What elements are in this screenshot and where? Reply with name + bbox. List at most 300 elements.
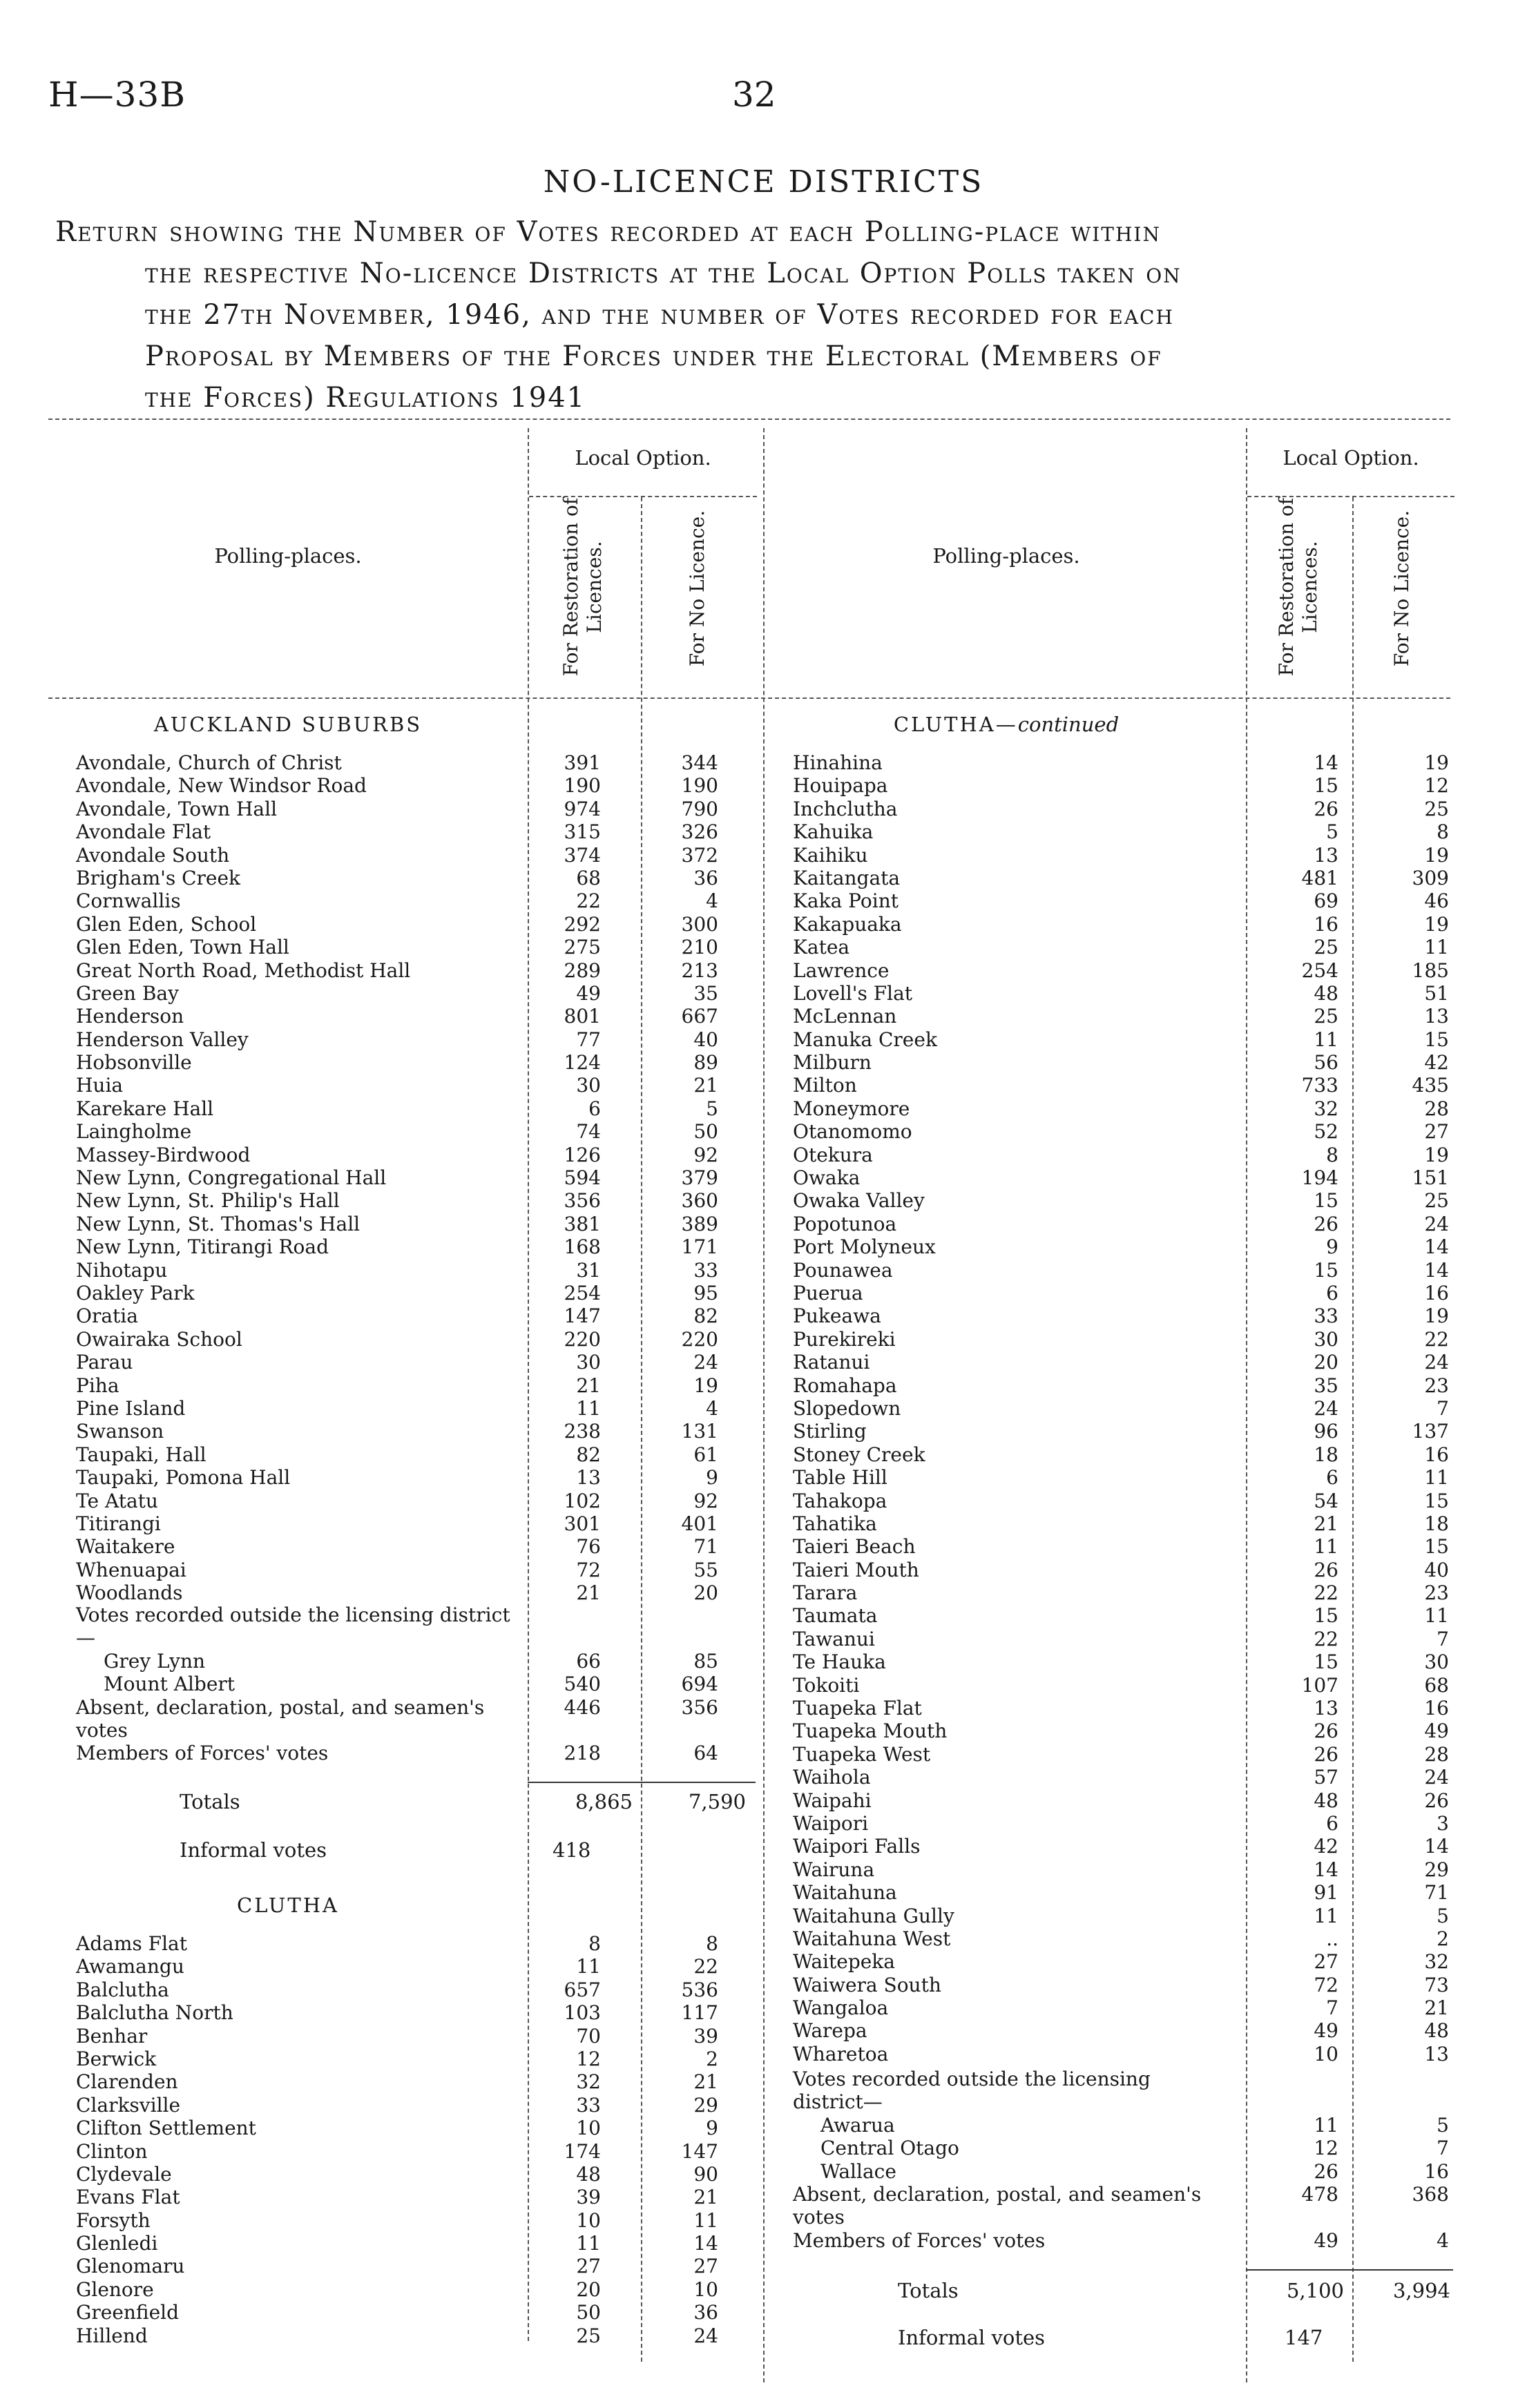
restoration-votes: 381 bbox=[564, 1212, 601, 1235]
no-licence-votes: 42 bbox=[1424, 1051, 1449, 1075]
polling-place-name: Forsyth bbox=[76, 2208, 151, 2232]
no-licence-votes: 11 bbox=[1424, 1604, 1449, 1628]
no-licence-votes: 14 bbox=[1424, 1235, 1449, 1259]
restoration-votes: 11 bbox=[1314, 1904, 1338, 1927]
no-licence-votes: 23 bbox=[1424, 1374, 1449, 1397]
polling-place-name: Romahapa bbox=[793, 1374, 897, 1397]
restoration-votes: 14 bbox=[1314, 751, 1338, 774]
restoration-votes: 21 bbox=[576, 1581, 601, 1605]
polling-place-name: Tahatika bbox=[793, 1512, 877, 1535]
no-licence-votes: 14 bbox=[693, 2232, 718, 2255]
table-row bbox=[76, 959, 760, 982]
table-row bbox=[76, 2324, 760, 2347]
no-licence-votes: 27 bbox=[1424, 1120, 1449, 1144]
no-licence-votes: 82 bbox=[693, 1304, 718, 1328]
restoration-votes: 33 bbox=[1314, 1304, 1338, 1328]
clutha-rows-right bbox=[793, 751, 1456, 2065]
no-licence-votes: 368 bbox=[1412, 2182, 1449, 2206]
clutha-totals-no-licence: 3,994 bbox=[1392, 2279, 1450, 2302]
subtitle-line: Proposal by Members of the Forces under the Electoral (Members of bbox=[145, 340, 1162, 372]
no-licence-votes: 667 bbox=[681, 1005, 718, 1028]
polling-place-name: Woodlands bbox=[76, 1581, 183, 1605]
no-licence-votes: 11 bbox=[693, 2208, 718, 2232]
restoration-votes: 238 bbox=[564, 1420, 601, 1443]
polling-place-name: Houipapa bbox=[793, 774, 888, 798]
table-row bbox=[793, 913, 1456, 936]
table-row bbox=[793, 1535, 1456, 1558]
restoration-votes: 446 bbox=[564, 1695, 601, 1719]
polling-place-name: Clarksville bbox=[76, 2093, 181, 2117]
no-licence-votes: 35 bbox=[693, 981, 718, 1005]
restoration-votes: 31 bbox=[576, 1258, 601, 1282]
no-licence-votes: 16 bbox=[1424, 1281, 1449, 1304]
restoration-votes: 5 bbox=[1326, 820, 1338, 844]
no-licence-votes: 73 bbox=[1424, 1973, 1449, 1996]
restoration-votes: 254 bbox=[1301, 959, 1338, 982]
table-row bbox=[76, 1028, 760, 1051]
polling-place-name: Stoney Creek bbox=[793, 1443, 925, 1466]
polling-place-name: Great North Road, Methodist Hall bbox=[76, 959, 411, 982]
no-licence-votes: 694 bbox=[681, 1673, 718, 1696]
table-row bbox=[793, 982, 1456, 1005]
restoration-votes: 30 bbox=[576, 1351, 601, 1374]
polling-place-name: Clinton bbox=[76, 2139, 148, 2163]
no-licence-votes: 15 bbox=[1424, 1535, 1449, 1559]
auckland-suburbs-heading: AUCKLAND SUBURBS bbox=[153, 713, 423, 736]
no-licence-votes: 24 bbox=[693, 1351, 718, 1374]
table-row bbox=[793, 844, 1456, 867]
no-licence-votes: 137 bbox=[1412, 1420, 1449, 1443]
no-licence-votes: 64 bbox=[693, 1742, 718, 1765]
polling-place-name: Glenore bbox=[76, 2277, 154, 2301]
no-licence-votes: 3 bbox=[1437, 1811, 1449, 1835]
restoration-votes: 54 bbox=[1314, 1489, 1338, 1512]
table-row bbox=[793, 1120, 1456, 1143]
polling-place-name: Nihotapu bbox=[76, 1258, 168, 1282]
polling-place-name: Taieri Mouth bbox=[793, 1558, 919, 1581]
table-row bbox=[793, 936, 1456, 959]
no-licence-votes: 48 bbox=[1424, 2019, 1449, 2043]
restoration-votes: 102 bbox=[564, 1489, 601, 1512]
no-licence-votes: 24 bbox=[1424, 1351, 1449, 1374]
document-reference: H—33B bbox=[48, 75, 186, 115]
no-licence-votes: 23 bbox=[1424, 1581, 1449, 1605]
table-row bbox=[76, 1420, 760, 1443]
no-licence-votes: 131 bbox=[681, 1420, 718, 1443]
outside-district-heading-label: Votes recorded outside the licensing district— bbox=[76, 1603, 510, 1650]
no-licence-votes: 536 bbox=[681, 1978, 718, 2001]
table-row bbox=[793, 1835, 1456, 1858]
table-row bbox=[793, 1881, 1456, 1904]
table-row bbox=[793, 1351, 1456, 1374]
restoration-votes: 107 bbox=[1301, 1673, 1338, 1697]
table-row bbox=[76, 1443, 760, 1466]
no-licence-votes: 68 bbox=[1424, 1673, 1449, 1697]
restoration-votes: 48 bbox=[1314, 1789, 1338, 1812]
auckland-informal-label: Informal votes bbox=[180, 1838, 327, 1862]
restoration-votes: 69 bbox=[1314, 889, 1338, 913]
no-licence-votes: 213 bbox=[681, 959, 718, 982]
restoration-votes: 50 bbox=[576, 2301, 601, 2324]
subtitle-line: the 27th November, 1946, and the number of Votes recorded for each bbox=[145, 299, 1174, 331]
table-row bbox=[793, 1905, 1456, 1927]
polling-place-name: Piha bbox=[76, 1374, 119, 1397]
no-licence-votes: 92 bbox=[693, 1489, 718, 1512]
polling-place-name: Whenuapai bbox=[76, 1558, 186, 1581]
auckland-rows bbox=[76, 751, 760, 1604]
restoration-votes: 14 bbox=[1314, 1858, 1338, 1881]
restoration-votes: 801 bbox=[564, 1005, 601, 1028]
polling-place-name: Waitahuna Gully bbox=[793, 1904, 954, 1927]
no-licence-votes: 19 bbox=[1424, 751, 1449, 774]
table-row bbox=[76, 1144, 760, 1166]
no-licence-votes: 19 bbox=[1424, 1143, 1449, 1166]
no-licence-votes: 171 bbox=[681, 1235, 718, 1259]
polling-place-name: Taieri Beach bbox=[793, 1535, 916, 1559]
clutha-informal-value: 147 bbox=[1285, 2326, 1323, 2349]
no-licence-votes: 19 bbox=[1424, 912, 1449, 936]
polling-place-name: Glenomaru bbox=[76, 2255, 185, 2278]
clutha-extra-rows bbox=[793, 2068, 1456, 2252]
no-licence-votes: 14 bbox=[1424, 1835, 1449, 1858]
polling-place-name: Kahuika bbox=[793, 820, 874, 844]
no-licence-votes: 36 bbox=[693, 866, 718, 889]
table-row bbox=[76, 936, 760, 959]
polling-place-name: Brigham's Creek bbox=[76, 866, 240, 889]
outside-district-heading-label: Votes recorded outside the licensing district— bbox=[793, 2068, 1151, 2114]
restoration-votes: 292 bbox=[564, 912, 601, 936]
no-licence-votes: 33 bbox=[693, 1258, 718, 1282]
no-licence-votes: 7 bbox=[1437, 1396, 1449, 1420]
table-row bbox=[76, 2048, 760, 2070]
polling-place-name: Titirangi bbox=[76, 1512, 161, 1535]
auckland-informal-value: 418 bbox=[553, 1838, 591, 1862]
no-licence-votes: 12 bbox=[1424, 774, 1449, 798]
restoration-votes: 12 bbox=[1314, 2137, 1338, 2160]
polling-place-name: Henderson Valley bbox=[76, 1028, 249, 1051]
table-row bbox=[793, 1466, 1456, 1489]
header-bottom-rule bbox=[48, 697, 1450, 699]
table-row bbox=[793, 1512, 1456, 1535]
table-row bbox=[793, 2114, 1456, 2137]
restoration-votes: 56 bbox=[1314, 1051, 1338, 1075]
table-row bbox=[76, 774, 760, 797]
no-licence-votes: 71 bbox=[693, 1535, 718, 1559]
polling-place-name: Tuapeka West bbox=[793, 1742, 931, 1766]
page-subtitle bbox=[55, 211, 1464, 418]
no-licence-votes: 92 bbox=[693, 1143, 718, 1166]
restoration-votes: 6 bbox=[588, 1097, 601, 1120]
polling-place-name: Tawanui bbox=[793, 1627, 875, 1650]
polling-place-name: Clarenden bbox=[76, 2070, 178, 2094]
polling-place-name: Huia bbox=[76, 1074, 124, 1097]
polling-place-name: Hobsonville bbox=[76, 1051, 192, 1075]
polling-place-name: New Lynn, St. Thomas's Hall bbox=[76, 1212, 361, 1235]
table-row bbox=[76, 1304, 760, 1327]
restoration-votes: 594 bbox=[564, 1166, 601, 1190]
polling-place-name: Kaitangata bbox=[793, 866, 901, 889]
restoration-votes: 974 bbox=[564, 797, 601, 820]
restoration-votes: 35 bbox=[1314, 1374, 1338, 1397]
restoration-votes: 30 bbox=[576, 1074, 601, 1097]
continued-label: continued bbox=[1017, 713, 1120, 736]
no-licence-votes: 40 bbox=[1424, 1558, 1449, 1581]
no-licence-votes: 22 bbox=[1424, 1327, 1449, 1351]
polling-place-name: McLennan bbox=[793, 1005, 897, 1028]
no-licence-votes: 2 bbox=[706, 2047, 718, 2070]
polling-place-name: Owaka bbox=[793, 1166, 861, 1190]
polling-place-name: Oakley Park bbox=[76, 1281, 195, 1304]
restoration-votes: 21 bbox=[1314, 1512, 1338, 1535]
restoration-votes: 39 bbox=[576, 2186, 601, 2209]
table-row bbox=[793, 1812, 1456, 1835]
table-row bbox=[793, 1074, 1456, 1097]
restoration-votes: 733 bbox=[1301, 1074, 1338, 1097]
table-row bbox=[793, 1259, 1456, 1282]
polling-place-name: Waitakere bbox=[76, 1535, 175, 1559]
restoration-votes: 20 bbox=[576, 2277, 601, 2301]
polling-place-name: Otanomomo bbox=[793, 1120, 912, 1144]
no-licence-votes: 8 bbox=[1437, 820, 1449, 844]
table-row bbox=[76, 1189, 760, 1212]
table-row bbox=[793, 1650, 1456, 1673]
table-row bbox=[76, 1351, 760, 1374]
restoration-votes: 8 bbox=[1326, 1143, 1338, 1166]
restoration-votes: 11 bbox=[1314, 1028, 1338, 1051]
table-row bbox=[76, 2232, 760, 2255]
restoration-votes: 72 bbox=[1314, 1973, 1338, 1996]
table-row bbox=[793, 1628, 1456, 1650]
no-licence-votes: 16 bbox=[1424, 1697, 1449, 1720]
forces-votes bbox=[793, 2229, 1456, 2252]
restoration-votes: 13 bbox=[1314, 1697, 1338, 1720]
table-row bbox=[793, 2137, 1456, 2159]
polling-place-name: Laingholme bbox=[76, 1120, 192, 1144]
polling-place-name: Tuapeka Mouth bbox=[793, 1720, 948, 1743]
table-row bbox=[76, 1374, 760, 1397]
absent-votes-label: Absent, declaration, postal, and seamen's votes bbox=[793, 2182, 1202, 2229]
table-row bbox=[76, 1051, 760, 1074]
no-licence-votes: 32 bbox=[1424, 1950, 1449, 1974]
table-row bbox=[793, 1374, 1456, 1397]
clutha-rows-left bbox=[76, 1932, 760, 2347]
restoration-votes: 6 bbox=[1326, 1281, 1338, 1304]
restoration-votes: 91 bbox=[1314, 1881, 1338, 1905]
restoration-votes: 289 bbox=[564, 959, 601, 982]
table-row bbox=[76, 1259, 760, 1282]
polling-place-name: Kaihiku bbox=[793, 843, 868, 867]
polling-place-name: Tarara bbox=[793, 1581, 858, 1605]
polling-place-name: Ratanui bbox=[793, 1351, 870, 1374]
table-row bbox=[76, 751, 760, 774]
no-licence-votes: 435 bbox=[1412, 1074, 1449, 1097]
polling-place-name: Cornwallis bbox=[76, 889, 181, 913]
restoration-votes: 16 bbox=[1314, 912, 1338, 936]
no-licence-votes: 21 bbox=[693, 2186, 718, 2209]
table-row bbox=[76, 2140, 760, 2163]
table-row bbox=[76, 982, 760, 1005]
polling-place-name: Wangaloa bbox=[793, 1996, 889, 2020]
polling-place-name: Tahakopa bbox=[793, 1489, 887, 1512]
restoration-votes: 356 bbox=[564, 1189, 601, 1213]
polling-place-name: Kaka Point bbox=[793, 889, 899, 913]
restoration-votes: 9 bbox=[1326, 1235, 1338, 1259]
table-row bbox=[76, 2186, 760, 2208]
restoration-votes: 10 bbox=[576, 2208, 601, 2232]
polling-place-name: Pukeawa bbox=[793, 1304, 881, 1328]
restoration-votes: 275 bbox=[564, 936, 601, 959]
table-row bbox=[76, 1581, 760, 1604]
polling-place-name: Swanson bbox=[76, 1420, 164, 1443]
polling-place-name: Tuapeka Flat bbox=[793, 1697, 922, 1720]
polling-place-name: Hinahina bbox=[793, 751, 883, 774]
polling-place-name: Taupaki, Hall bbox=[76, 1443, 207, 1466]
table-row bbox=[793, 1420, 1456, 1443]
restoration-votes: 30 bbox=[1314, 1327, 1338, 1351]
polling-place-name: New Lynn, St. Philip's Hall bbox=[76, 1189, 340, 1213]
table-top-rule bbox=[48, 418, 1450, 420]
polling-place-name: Greenfield bbox=[76, 2301, 180, 2324]
polling-place-name: Pounawea bbox=[793, 1258, 893, 1282]
table-row bbox=[76, 1512, 760, 1535]
restoration-votes: 15 bbox=[1314, 1258, 1338, 1282]
no-licence-votes: 18 bbox=[1424, 1512, 1449, 1535]
table-row bbox=[76, 1559, 760, 1581]
no-licence-votes: 344 bbox=[681, 751, 718, 774]
polling-place-name: Avondale South bbox=[76, 843, 230, 867]
table-row bbox=[76, 1490, 760, 1512]
table-row bbox=[793, 820, 1456, 843]
no-licence-votes: 14 bbox=[1424, 1258, 1449, 1282]
restoration-votes: 315 bbox=[564, 820, 601, 844]
table-row bbox=[76, 1328, 760, 1351]
no-licence-votes: 95 bbox=[693, 1281, 718, 1304]
restoration-votes: 174 bbox=[564, 2139, 601, 2163]
clutha-heading-text: CLUTHA— bbox=[893, 713, 1018, 736]
restoration-votes: .. bbox=[1326, 1927, 1338, 1950]
restoration-heading-left: For Restoration of Licences. bbox=[559, 497, 606, 677]
no-licence-votes: 25 bbox=[1424, 797, 1449, 820]
polling-place-name: Wallace bbox=[820, 2159, 896, 2183]
table-row bbox=[793, 1559, 1456, 1581]
polling-place-name: Owairaka School bbox=[76, 1327, 242, 1351]
table-row bbox=[793, 1144, 1456, 1166]
totals-rule-left bbox=[528, 1782, 756, 1783]
no-licence-votes: 309 bbox=[1412, 866, 1449, 889]
absent-votes bbox=[76, 1696, 760, 1742]
polling-place-name: Te Hauka bbox=[793, 1650, 886, 1674]
restoration-votes: 32 bbox=[1314, 1097, 1338, 1120]
no-licence-votes: 13 bbox=[1424, 2042, 1449, 2065]
no-licence-votes: 89 bbox=[693, 1051, 718, 1075]
table-row bbox=[76, 1466, 760, 1489]
restoration-votes: 32 bbox=[576, 2070, 601, 2094]
polling-place-name: Hillend bbox=[76, 2324, 148, 2347]
polling-place-name: Wharetoa bbox=[793, 2042, 889, 2065]
polling-place-name: Milton bbox=[793, 1074, 857, 1097]
table-row bbox=[76, 2278, 760, 2301]
table-row bbox=[793, 1927, 1456, 1950]
table-row bbox=[793, 1397, 1456, 1420]
no-licence-votes: 10 bbox=[693, 2277, 718, 2301]
table-row bbox=[76, 2094, 760, 2117]
polling-place-name: Te Atatu bbox=[76, 1489, 158, 1512]
table-row bbox=[793, 1950, 1456, 1973]
col-divider bbox=[763, 428, 765, 2382]
no-licence-votes: 356 bbox=[681, 1695, 718, 1719]
no-licence-votes: 16 bbox=[1424, 2159, 1449, 2183]
restoration-votes: 25 bbox=[576, 2324, 601, 2347]
polling-place-name: Lawrence bbox=[793, 959, 890, 982]
clutha-informal-label: Informal votes bbox=[898, 2326, 1046, 2349]
forces-votes-label: Members of Forces' votes bbox=[793, 2228, 1046, 2252]
restoration-votes: 11 bbox=[576, 2232, 601, 2255]
restoration-votes: 57 bbox=[1314, 1766, 1338, 1789]
restoration-votes: 96 bbox=[1314, 1420, 1338, 1443]
restoration-votes: 49 bbox=[1314, 2019, 1338, 2043]
table-row bbox=[76, 1282, 760, 1304]
restoration-votes: 52 bbox=[1314, 1120, 1338, 1144]
table-row bbox=[76, 1097, 760, 1120]
no-licence-votes: 9 bbox=[706, 1466, 718, 1490]
table-row bbox=[793, 798, 1456, 820]
table-row bbox=[76, 1120, 760, 1143]
restoration-votes: 391 bbox=[564, 751, 601, 774]
restoration-votes: 11 bbox=[576, 1955, 601, 1978]
polling-place-name: Henderson bbox=[76, 1005, 184, 1028]
table-row bbox=[76, 2255, 760, 2277]
no-licence-votes: 24 bbox=[693, 2324, 718, 2347]
no-licence-votes: 21 bbox=[693, 1074, 718, 1097]
table-row bbox=[76, 889, 760, 912]
table-row bbox=[793, 1974, 1456, 1996]
no-licence-votes: 2 bbox=[1437, 1927, 1449, 1950]
table-row bbox=[76, 2163, 760, 2186]
restoration-votes: 21 bbox=[576, 1374, 601, 1397]
restoration-votes: 18 bbox=[1314, 1443, 1338, 1466]
table-row bbox=[76, 2301, 760, 2324]
no-licence-votes: 326 bbox=[681, 820, 718, 844]
no-licence-votes: 4 bbox=[1437, 2228, 1449, 2252]
table-row bbox=[76, 913, 760, 936]
table-row bbox=[76, 1074, 760, 1097]
polling-place-name: Wairuna bbox=[793, 1858, 875, 1881]
no-licence-votes: 11 bbox=[1424, 936, 1449, 959]
restoration-votes: 220 bbox=[564, 1327, 601, 1351]
local-option-heading-right: Local Option. bbox=[1283, 446, 1419, 470]
table-row bbox=[76, 2070, 760, 2093]
no-licence-votes: 20 bbox=[693, 1581, 718, 1605]
table-row bbox=[793, 1581, 1456, 1604]
restoration-votes: 254 bbox=[564, 1281, 601, 1304]
table-row bbox=[76, 2117, 760, 2139]
absent-votes-label: Absent, declaration, postal, and seamen's votes bbox=[76, 1695, 485, 1742]
polling-place-name: Evans Flat bbox=[76, 2186, 180, 2209]
no-licence-votes: 28 bbox=[1424, 1742, 1449, 1766]
no-licence-votes: 16 bbox=[1424, 1443, 1449, 1466]
polling-place-name: Glen Eden, School bbox=[76, 912, 257, 936]
no-licence-votes: 24 bbox=[1424, 1212, 1449, 1235]
subtitle-line: Return showing the Number of Votes recorded at each Polling-place within bbox=[55, 216, 1161, 248]
restoration-votes: 168 bbox=[564, 1235, 601, 1259]
polling-place-name: Glenledi bbox=[76, 2232, 158, 2255]
restoration-votes: 147 bbox=[564, 1304, 601, 1328]
restoration-votes: 13 bbox=[576, 1466, 601, 1490]
table-row bbox=[793, 2019, 1456, 2042]
polling-place-name: Green Bay bbox=[76, 981, 179, 1005]
polling-place-name: Awarua bbox=[820, 2113, 895, 2137]
no-licence-votes: 61 bbox=[693, 1443, 718, 1466]
